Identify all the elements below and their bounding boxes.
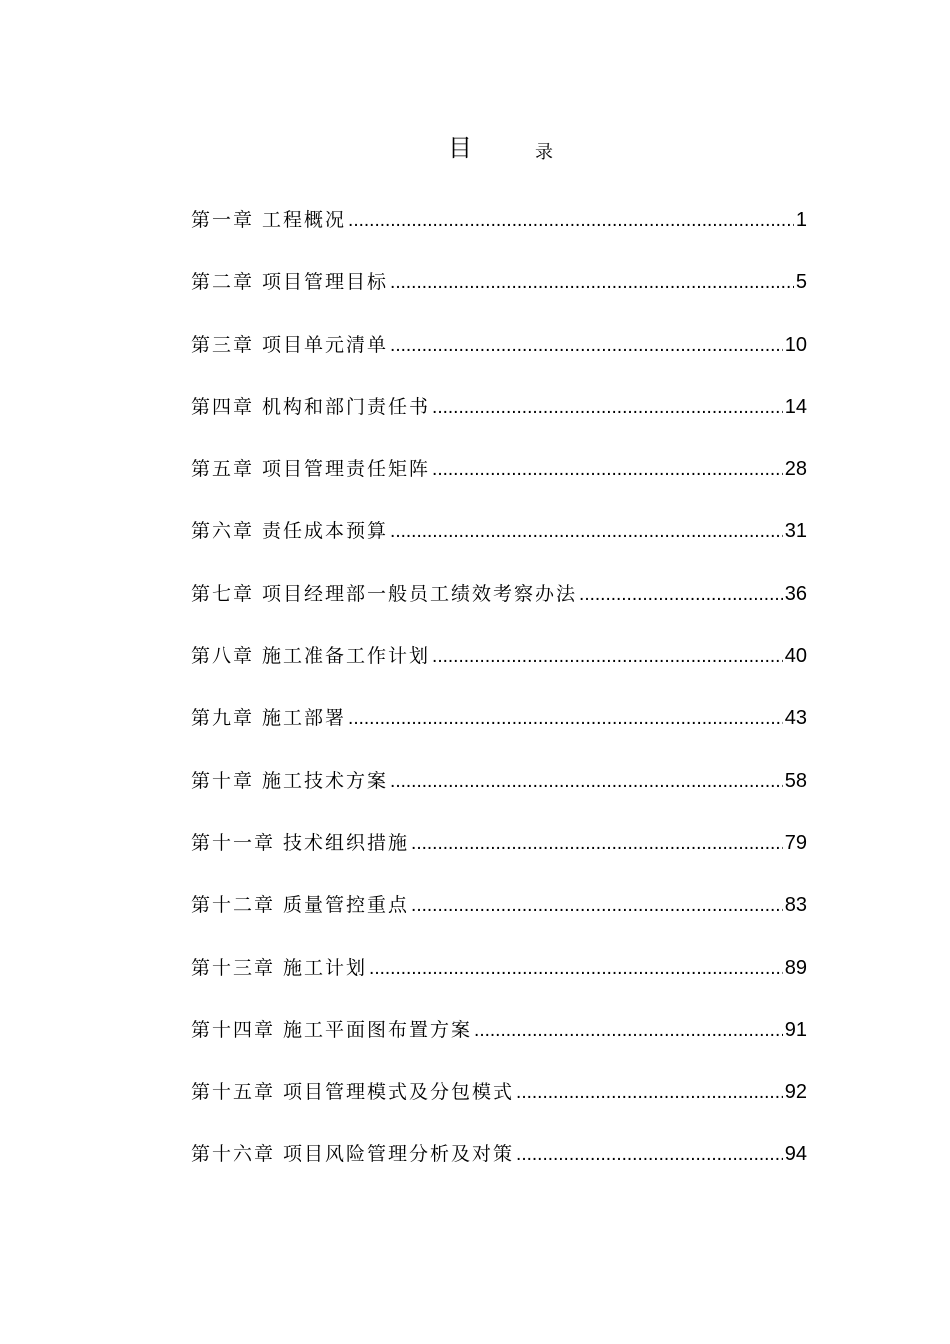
toc-entry[interactable] xyxy=(191,766,807,828)
toc-entry[interactable] xyxy=(191,392,807,454)
toc-entry[interactable] xyxy=(191,1077,807,1139)
toc-entry[interactable] xyxy=(191,516,807,578)
toc-entry[interactable] xyxy=(191,205,807,267)
toc-entry-label: 第七章 项目经理部一般员工绩效考察办法 xyxy=(191,582,578,605)
toc-page-number: 83 xyxy=(784,894,807,917)
toc-entry-label: 第十三章 施工计划 xyxy=(191,956,368,979)
toc-dot-leader xyxy=(369,958,783,980)
toc-entry-label: 第十四章 施工平面图布置方案 xyxy=(191,1018,473,1041)
toc-page-number: 36 xyxy=(784,582,807,605)
toc-dot-leader xyxy=(474,1020,783,1042)
toc-entry[interactable] xyxy=(191,330,807,392)
toc-dot-leader xyxy=(579,584,783,606)
toc-dot-leader xyxy=(432,459,783,481)
toc-dot-leader xyxy=(390,335,783,357)
toc-page-number: 5 xyxy=(795,271,807,294)
toc-page-number: 28 xyxy=(784,458,807,481)
toc-entry[interactable] xyxy=(191,703,807,765)
toc-entry-label: 第九章 施工部署 xyxy=(191,707,347,730)
toc-entry[interactable] xyxy=(191,267,807,329)
toc-entry-label: 第十六章 项目风险管理分析及对策 xyxy=(191,1143,515,1166)
toc-page-number: 43 xyxy=(784,707,807,730)
toc-dot-leader xyxy=(516,1082,783,1104)
toc-page-number: 91 xyxy=(784,1018,807,1041)
toc-entry-label: 第十章 施工技术方案 xyxy=(191,769,389,792)
toc-page-number: 40 xyxy=(784,645,807,668)
toc-dot-leader xyxy=(390,272,794,294)
toc-page-number: 89 xyxy=(784,956,807,979)
toc-entry[interactable] xyxy=(191,890,807,952)
toc-entry-label: 第八章 施工准备工作计划 xyxy=(191,645,431,668)
toc-dot-leader xyxy=(348,210,794,232)
toc-entry-label: 第十二章 质量管控重点 xyxy=(191,894,410,917)
toc-entry[interactable] xyxy=(191,579,807,641)
toc-dot-leader xyxy=(390,521,783,543)
toc-entry-label: 第四章 机构和部门责任书 xyxy=(191,395,431,418)
toc-page-number: 79 xyxy=(784,831,807,854)
toc-dot-leader xyxy=(411,895,783,917)
toc-entry-label: 第三章 项目单元清单 xyxy=(191,333,389,356)
toc-page-number: 14 xyxy=(784,395,807,418)
toc-entry-label: 第十五章 项目管理模式及分包模式 xyxy=(191,1081,515,1104)
toc-page-number: 58 xyxy=(784,769,807,792)
toc-entry-label: 第二章 项目管理目标 xyxy=(191,271,389,294)
toc-page-number: 10 xyxy=(784,333,807,356)
toc-entry[interactable] xyxy=(191,953,807,1015)
toc-dot-leader xyxy=(516,1144,783,1166)
toc-entry[interactable] xyxy=(191,828,807,890)
toc-page-number: 94 xyxy=(784,1143,807,1166)
toc-entry[interactable] xyxy=(191,454,807,516)
toc-dot-leader xyxy=(348,708,783,730)
toc-entry[interactable] xyxy=(191,1015,807,1077)
page-title xyxy=(0,132,950,168)
toc-dot-leader xyxy=(432,397,783,419)
toc-page-number: 92 xyxy=(784,1081,807,1104)
toc-dot-leader xyxy=(411,833,783,855)
toc-entry[interactable] xyxy=(191,1139,807,1201)
toc-entry-label: 第十一章 技术组织措施 xyxy=(191,831,410,854)
toc-entry-label: 第六章 责任成本预算 xyxy=(191,520,389,543)
table-of-contents xyxy=(191,205,807,1202)
toc-page-number: 31 xyxy=(784,520,807,543)
toc-entry-label: 第五章 项目管理责任矩阵 xyxy=(191,458,431,481)
toc-entry-label: 第一章 工程概况 xyxy=(191,209,347,231)
toc-page-number: 1 xyxy=(795,209,807,231)
toc-dot-leader xyxy=(432,646,783,668)
toc-dot-leader xyxy=(390,771,783,793)
toc-entry[interactable] xyxy=(191,641,807,703)
title-char-2: 录 xyxy=(535,142,553,163)
title-char-1: 目 xyxy=(448,134,472,162)
